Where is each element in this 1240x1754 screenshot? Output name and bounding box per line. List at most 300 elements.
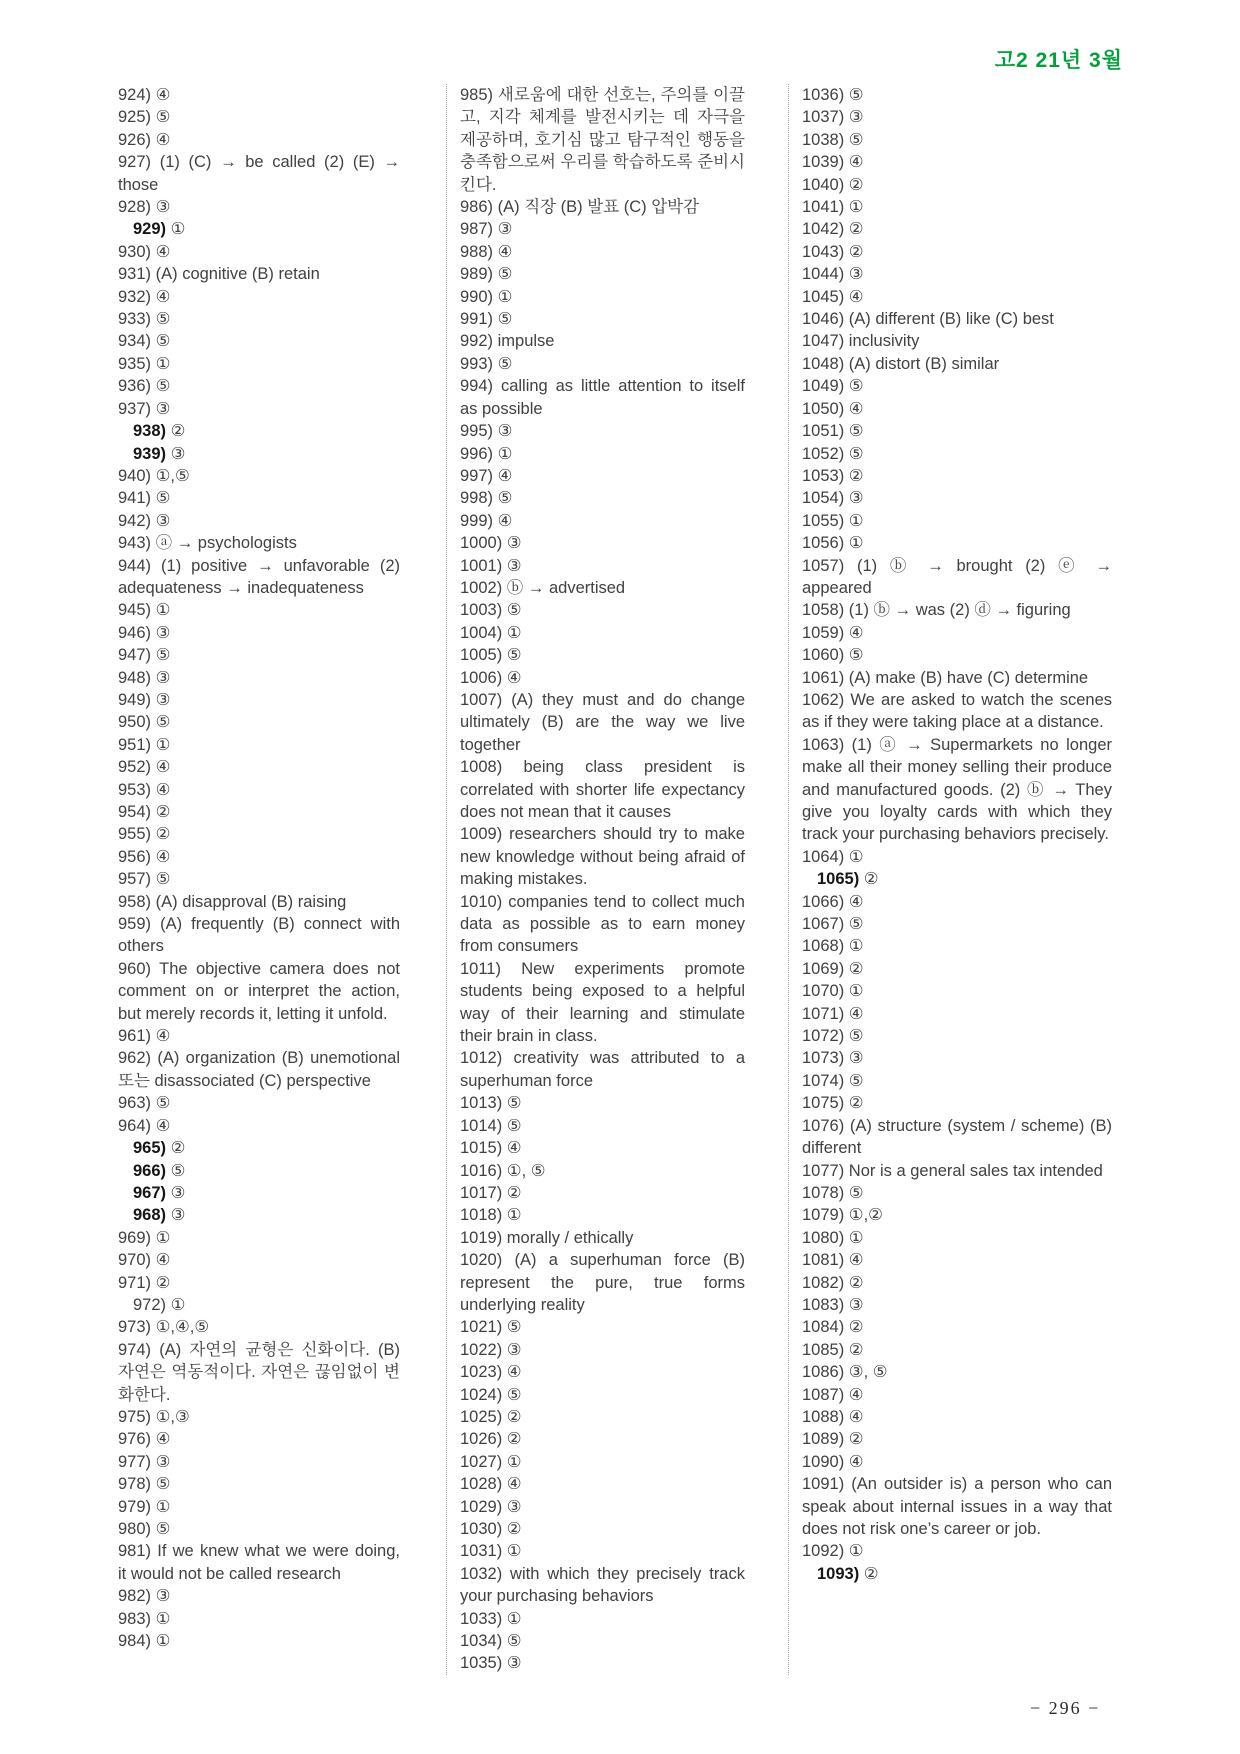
answer-entry — [460, 1316, 745, 1338]
answer-number: 1018) — [460, 1206, 503, 1225]
answer-entry — [118, 823, 400, 845]
answer-text: ③ — [155, 511, 171, 530]
answer-entry — [802, 375, 1112, 397]
answer-entry — [460, 532, 745, 554]
answer-entry — [460, 1182, 745, 1204]
answer-entry — [460, 1473, 745, 1495]
answer-text: ③ — [497, 422, 513, 441]
answer-text: 새로움에 대한 선호는, 주의를 이끌고, 지각 체계를 발전시키는 데 자극을 제공하며, 호기심 많고 탐구적인 행동을 충족함으로써 우리를 학습하도록 준비시킨다. — [460, 86, 745, 194]
answer-number: 1069) — [802, 959, 845, 978]
answer-text: ① — [848, 534, 864, 553]
answer-text: ⑤ — [155, 332, 171, 351]
answer-number: 999) — [460, 511, 494, 530]
answer-entry — [802, 151, 1112, 173]
answer-number: 984) — [118, 1632, 152, 1651]
answer-number: 955) — [118, 825, 152, 844]
answer-text: ② — [848, 242, 864, 261]
answer-text: ③ — [506, 556, 522, 575]
answer-text: (A) different (B) like (C) best — [848, 310, 1054, 329]
answer-entry — [460, 1047, 745, 1092]
answer-number: 1066) — [802, 892, 845, 911]
answer-entry — [460, 241, 745, 263]
answer-number: 1043) — [802, 242, 845, 261]
answer-entry — [802, 1115, 1112, 1160]
answer-number: 1064) — [802, 847, 845, 866]
answer-text: ④ — [155, 86, 171, 104]
answer-number: 973) — [118, 1318, 152, 1337]
answer-entry — [802, 734, 1112, 846]
answer-entry — [802, 241, 1112, 263]
answer-number: 1005) — [460, 646, 503, 665]
answer-entry — [802, 487, 1112, 509]
column-divider — [446, 84, 447, 1675]
answer-text: researchers should try to make new knowledge without being afraid of making mistakes. — [460, 825, 745, 889]
answer-entry — [460, 375, 745, 420]
answer-entry — [460, 308, 745, 330]
answer-text: ⑤ — [848, 1027, 864, 1046]
answer-number: 1059) — [802, 623, 845, 642]
answer-number: 1009) — [460, 825, 503, 844]
answer-text: ① — [848, 198, 864, 217]
answer-number: 1087) — [802, 1385, 845, 1404]
answer-number: 1090) — [802, 1452, 845, 1471]
answer-number: 1020) — [460, 1251, 503, 1270]
answer-entry — [118, 1540, 400, 1585]
answer-text: ① — [506, 1609, 522, 1628]
answer-number: 980) — [118, 1520, 152, 1538]
answer-number: 1051) — [802, 422, 845, 441]
answer-text: ⑤ — [848, 1183, 864, 1202]
answer-text: ⑤ — [848, 86, 864, 104]
answer-entry — [460, 823, 745, 890]
answer-entry — [118, 241, 400, 263]
answer-text: ⓑ → advertised — [506, 578, 626, 597]
answer-text: ④ — [848, 1251, 864, 1270]
answer-number: 1007) — [460, 690, 503, 709]
answer-key — [118, 84, 1112, 1675]
answer-number: 945) — [118, 601, 152, 620]
answer-number: 1010) — [460, 892, 503, 911]
answer-text: ④ — [506, 668, 522, 687]
answer-number: 1056) — [802, 534, 845, 553]
answer-number: 1044) — [802, 265, 845, 284]
answer-text: ② — [170, 422, 186, 441]
answer-number: 1082) — [802, 1273, 845, 1292]
answer-text: ⑤ — [848, 444, 864, 463]
answer-number: 1026) — [460, 1430, 503, 1449]
answer-entry — [802, 1361, 1112, 1383]
answer-text: ① — [848, 511, 864, 530]
answer-text: ① — [848, 982, 864, 1001]
answer-number: 990) — [460, 287, 494, 306]
answer-entry — [802, 129, 1112, 151]
answer-entry — [802, 1025, 1112, 1047]
answer-number: 1001) — [460, 556, 503, 575]
answer-entry — [118, 756, 400, 778]
answer-number: 965) — [133, 1139, 167, 1158]
page-header-title: 고2 21년 3월 — [994, 49, 1123, 72]
answer-entry — [118, 196, 400, 218]
answer-entry — [802, 398, 1112, 420]
answer-entry — [802, 263, 1112, 285]
answer-entry — [802, 1563, 1112, 1585]
answer-entry — [460, 84, 745, 196]
answer-entry — [802, 1160, 1112, 1182]
answer-text: ① — [170, 1295, 186, 1314]
answer-number: 961) — [118, 1027, 152, 1046]
answer-number: 1037) — [802, 108, 845, 127]
answer-number: 972) — [133, 1295, 167, 1314]
answer-entry — [802, 218, 1112, 240]
answer-number: 941) — [118, 489, 152, 508]
answer-text: (A) 직장 (B) 발표 (C) 압박감 — [497, 198, 700, 217]
answer-number: 1067) — [802, 915, 845, 934]
answer-text: ⑤ — [170, 1161, 186, 1180]
answer-number: 1061) — [802, 668, 845, 687]
answer-entry — [460, 465, 745, 487]
answer-number: 950) — [118, 713, 152, 732]
answer-entry — [460, 218, 745, 240]
answer-entry — [802, 510, 1112, 532]
answer-entry — [460, 1496, 745, 1518]
answer-entry — [802, 330, 1112, 352]
answer-entry — [802, 1070, 1112, 1092]
answer-entry — [460, 577, 745, 599]
answer-text: ② — [863, 870, 879, 889]
answer-text: morally / ethically — [506, 1228, 634, 1247]
answer-entry — [118, 510, 400, 532]
answer-number: 928) — [118, 198, 152, 217]
answer-text: ③ — [506, 1654, 522, 1673]
answer-text: ② — [506, 1520, 522, 1538]
answer-text: ② — [863, 1564, 879, 1583]
answer-number: 995) — [460, 422, 494, 441]
answer-text: (A) organization (B) unemotional 또는 disassociated (C) perspective — [118, 1049, 400, 1090]
answer-number: 1014) — [460, 1116, 503, 1135]
answer-entry — [118, 1585, 400, 1607]
answer-entry — [118, 1249, 400, 1271]
answer-text: (1) ⓑ → was (2) ⓓ → figuring — [848, 601, 1071, 620]
answer-entry — [460, 1428, 745, 1450]
answer-column-1 — [118, 84, 400, 1675]
answer-entry — [802, 1272, 1112, 1294]
answer-entry — [802, 689, 1112, 734]
answer-entry — [118, 1518, 400, 1540]
answer-text: creativity was attributed to a superhuman force — [460, 1049, 745, 1090]
answer-text: ① — [155, 1632, 171, 1651]
answer-entry — [802, 622, 1112, 644]
answer-number: 949) — [118, 690, 152, 709]
answer-number: 937) — [118, 399, 152, 418]
answer-text: (1) (C) → be called (2) (E) → those — [118, 153, 400, 194]
answer-number: 1040) — [802, 175, 845, 194]
answer-number: 1046) — [802, 310, 845, 329]
answer-entry — [460, 1160, 745, 1182]
answer-text: ④ — [506, 1139, 522, 1158]
answer-number: 1077) — [802, 1161, 845, 1180]
answer-text: ④ — [155, 1251, 171, 1270]
answer-entry — [460, 756, 745, 823]
answer-text: ④ — [155, 1116, 171, 1135]
answer-number: 947) — [118, 646, 152, 665]
answer-text: ③ — [506, 1497, 522, 1516]
answer-entry — [460, 1227, 745, 1249]
answer-text: ④ — [497, 242, 513, 261]
answer-entry — [802, 644, 1112, 666]
answer-text: ⑤ — [155, 310, 171, 329]
answer-number: 993) — [460, 354, 494, 373]
answer-text: ① — [155, 354, 171, 373]
answer-number: 1093) — [817, 1564, 860, 1583]
answer-number: 966) — [133, 1161, 167, 1180]
answer-entry — [118, 913, 400, 958]
answer-entry — [118, 308, 400, 330]
answer-entry — [460, 1361, 745, 1383]
answer-number: 1000) — [460, 534, 503, 553]
answer-entry — [118, 420, 400, 442]
answer-number: 974) — [118, 1340, 152, 1359]
answer-number: 1057) — [802, 556, 845, 575]
answer-number: 960) — [118, 959, 152, 978]
answer-text: ⑤ — [848, 422, 864, 441]
answer-entry — [460, 1540, 745, 1562]
answer-text: ④ — [848, 287, 864, 306]
answer-number: 1004) — [460, 623, 503, 642]
answer-number: 957) — [118, 870, 152, 889]
answer-text: impulse — [497, 332, 555, 351]
answer-entry — [460, 891, 745, 958]
answer-text: (A) make (B) have (C) determine — [848, 668, 1089, 687]
answer-text: ④ — [155, 287, 171, 306]
answer-number: 1089) — [802, 1430, 845, 1449]
answer-text: companies tend to collect much data as possible as to earn money from consumers — [460, 892, 745, 956]
answer-number: 1003) — [460, 601, 503, 620]
answer-entry — [118, 1092, 400, 1114]
answer-text: ① — [848, 1542, 864, 1561]
answer-number: 1022) — [460, 1340, 503, 1359]
answer-text: (A) 자연의 균형은 신화이다. (B) 자연은 역동적이다. 자연은 끊임없이 변화한다. — [118, 1340, 400, 1404]
answer-entry — [802, 196, 1112, 218]
answer-number: 981) — [118, 1542, 152, 1561]
answer-entry — [460, 420, 745, 442]
answer-number: 982) — [118, 1587, 152, 1606]
answer-text: The objective camera does not comment on or interpret the action, but merely records it, letting it unfold. — [118, 959, 400, 1023]
answer-text: ④ — [155, 130, 171, 149]
answer-text: ①,④,⑤ — [155, 1318, 210, 1337]
answer-entry — [460, 1092, 745, 1114]
answer-entry — [460, 1608, 745, 1630]
answer-entry — [118, 330, 400, 352]
answer-entry — [118, 106, 400, 128]
answer-text: (1) ⓑ → brought (2) ⓔ → appeared — [802, 556, 1112, 597]
answer-number: 1062) — [802, 690, 845, 709]
answer-text: ④ — [155, 1027, 171, 1046]
answer-number: 953) — [118, 780, 152, 799]
answer-number: 1047) — [802, 332, 845, 351]
answer-text: being class president is correlated with shorter life expectancy does not mean that it causes — [460, 758, 745, 821]
answer-entry — [802, 286, 1112, 308]
answer-text: ① — [155, 735, 171, 754]
answer-entry — [118, 129, 400, 151]
answer-number: 933) — [118, 310, 152, 329]
answer-entry — [802, 1227, 1112, 1249]
answer-text: ⑤ — [497, 310, 513, 329]
answer-entry — [118, 1428, 400, 1450]
answer-text: ② — [155, 803, 171, 821]
answer-entry — [118, 801, 400, 823]
answer-entry — [802, 1047, 1112, 1069]
answer-text: ② — [506, 1183, 522, 1202]
answer-number: 936) — [118, 377, 152, 396]
answer-number: 956) — [118, 847, 152, 866]
answer-text: ③ — [506, 534, 522, 553]
answer-text: ② — [848, 175, 864, 194]
answer-text: ② — [155, 1273, 171, 1292]
answer-text: ① — [506, 1206, 522, 1225]
answer-text: ④ — [506, 1475, 522, 1494]
answer-text: ③ — [155, 668, 171, 687]
answer-entry — [460, 622, 745, 644]
answer-text: ④ — [848, 399, 864, 418]
answer-text: ⑤ — [497, 489, 513, 508]
answer-text: ③ — [155, 399, 171, 418]
answer-column-3 — [802, 84, 1112, 1675]
answer-entry — [118, 846, 400, 868]
answer-number: 1033) — [460, 1609, 503, 1628]
answer-entry — [118, 1227, 400, 1249]
answer-number: 979) — [118, 1497, 152, 1516]
answer-entry — [460, 330, 745, 352]
answer-number: 1072) — [802, 1027, 845, 1046]
answer-text: ④ — [506, 1363, 522, 1382]
answer-entry — [802, 1204, 1112, 1226]
answer-entry — [118, 1160, 400, 1182]
answer-number: 986) — [460, 198, 494, 217]
answer-number: 1038) — [802, 130, 845, 149]
answer-text: ④ — [848, 153, 864, 172]
answer-text: ① — [506, 1542, 522, 1561]
answer-number: 1054) — [802, 489, 845, 508]
answer-text: ① — [506, 623, 522, 642]
answer-number: 989) — [460, 265, 494, 284]
answer-number: 952) — [118, 758, 152, 777]
answer-number: 1030) — [460, 1520, 503, 1538]
answer-entry — [802, 1294, 1112, 1316]
answer-text: ⑤ — [848, 377, 864, 396]
answer-entry — [802, 1003, 1112, 1025]
answer-text: ④ — [848, 1452, 864, 1471]
answer-text: Nor is a general sales tax intended — [848, 1161, 1103, 1180]
answer-text: ⑤ — [155, 489, 171, 508]
answer-text: ② — [848, 1340, 864, 1359]
answer-text: ② — [848, 959, 864, 978]
answer-number: 942) — [118, 511, 152, 530]
answer-entry — [460, 353, 745, 375]
answer-entry — [118, 151, 400, 196]
answer-entry — [802, 980, 1112, 1002]
answer-number: 1060) — [802, 646, 845, 665]
answer-text: ① — [155, 601, 171, 620]
answer-number: 1050) — [802, 399, 845, 418]
answer-entry — [118, 599, 400, 621]
answer-number: 964) — [118, 1116, 152, 1135]
answer-entry — [802, 1384, 1112, 1406]
answer-text: (1) ⓐ → Supermarkets no longer make all their money selling their produce and manufactured goods. (2) ⓑ → They give you loyalty cards with which they track your purchasing behaviors precisely. — [802, 735, 1112, 844]
answer-entry — [118, 868, 400, 890]
answer-text: ② — [848, 220, 864, 239]
answer-number: 1063) — [802, 735, 845, 754]
answer-text: ①,③ — [155, 1407, 190, 1426]
page-number: − 296 − — [1030, 1698, 1101, 1718]
answer-entry — [118, 465, 400, 487]
answer-number: 1032) — [460, 1564, 503, 1583]
answer-text: ③ — [155, 1452, 171, 1471]
answer-entry — [802, 1249, 1112, 1271]
answer-text: If we knew what we were doing, it would not be called research — [118, 1542, 400, 1583]
answer-entry — [802, 1540, 1112, 1562]
answer-entry — [802, 846, 1112, 868]
answer-text: ⑤ — [155, 713, 171, 732]
answer-entry — [118, 218, 400, 240]
answer-number: 1079) — [802, 1206, 845, 1225]
answer-number: 994) — [460, 377, 494, 396]
answer-number: 985) — [460, 86, 494, 104]
answer-number: 1084) — [802, 1318, 845, 1337]
answer-text: ①,② — [848, 1206, 883, 1225]
answer-entry — [460, 644, 745, 666]
answer-number: 1088) — [802, 1407, 845, 1426]
answer-entry — [802, 891, 1112, 913]
answer-number: 927) — [118, 153, 152, 172]
answer-entry — [802, 868, 1112, 890]
answer-entry — [802, 84, 1112, 106]
answer-entry — [460, 1518, 745, 1540]
answer-number: 1016) — [460, 1161, 503, 1180]
answer-text: ② — [848, 466, 864, 485]
answer-number: 962) — [118, 1049, 152, 1068]
answer-entry — [118, 1025, 400, 1047]
answer-number: 958) — [118, 892, 152, 911]
answer-text: ⑤ — [155, 377, 171, 396]
answer-text: ④ — [848, 1385, 864, 1404]
answer-text: ② — [155, 825, 171, 844]
answer-text: ④ — [155, 242, 171, 261]
answer-text: ④ — [155, 1430, 171, 1449]
answer-number: 1015) — [460, 1139, 503, 1158]
answer-number: 1028) — [460, 1475, 503, 1494]
answer-text: ⑤ — [155, 1475, 171, 1494]
answer-entry — [118, 1406, 400, 1428]
answer-entry — [802, 1406, 1112, 1428]
answer-text: ⑤ — [497, 265, 513, 284]
answer-number: 983) — [118, 1609, 152, 1628]
answer-number: 926) — [118, 130, 152, 149]
answer-entry — [460, 443, 745, 465]
answer-number: 978) — [118, 1475, 152, 1494]
answer-number: 1031) — [460, 1542, 503, 1561]
answer-text: (An outsider is) a person who can speak about internal issues in a way that does not risk one’s career or job. — [802, 1475, 1112, 1538]
answer-text: ⑤ — [155, 870, 171, 889]
column-divider — [788, 84, 789, 1675]
answer-number: 1036) — [802, 86, 845, 104]
answer-text: ① — [848, 937, 864, 956]
answer-number: 1085) — [802, 1340, 845, 1359]
answer-number: 943) — [118, 534, 152, 553]
answer-entry — [118, 734, 400, 756]
answer-text: ① — [506, 1452, 522, 1471]
answer-entry — [460, 510, 745, 532]
answer-entry — [118, 1339, 400, 1406]
